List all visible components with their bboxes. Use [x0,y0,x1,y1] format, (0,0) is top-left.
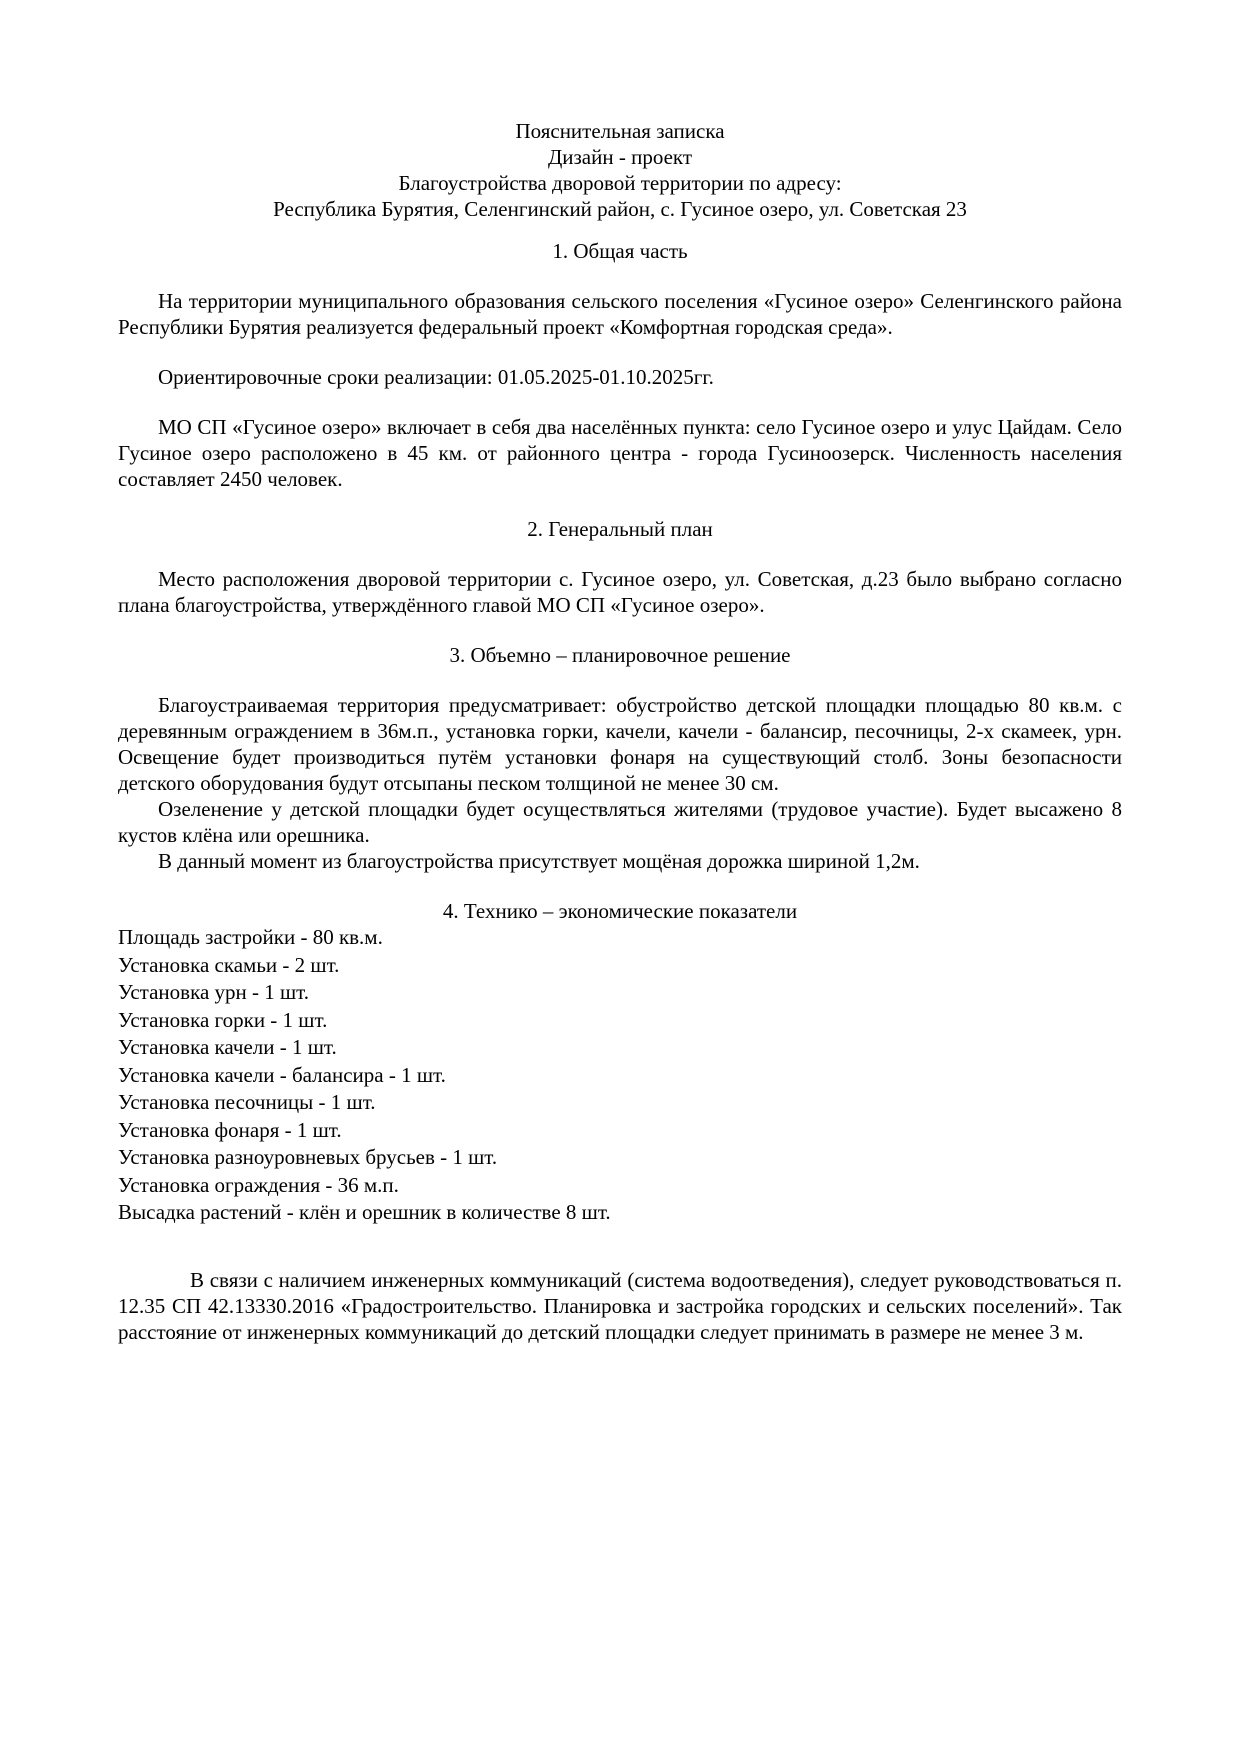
list-item: Установка скамьи - 2 шт. [118,952,340,977]
section-1-paragraph-2: Ориентировочные сроки реализации: 01.05.2025-01.10.2025гг. [158,365,714,389]
list-item: Установка качели - балансира - 1 шт. [118,1062,446,1087]
list-item: Площадь застройки - 80 кв.м. [118,925,383,949]
doc-subtitle: Дизайн - проект [547,145,693,169]
section-2-paragraph-1: Место расположения дворовой территории с. Гусиное озеро, ул. Советская, д.23 было выбрано согласно плана благоустройства, утверждённого главой МО СП «Гусиное озеро». [118,567,1122,617]
list-item: Установка разноуровневых брусьев - 1 шт. [118,1145,498,1169]
doc-purpose: Благоустройства дворовой территории по адресу: [398,171,842,195]
doc-title: Пояснительная записка [515,119,725,143]
list-item: Установка фонаря - 1 шт. [118,1117,342,1142]
indicators-list [118,924,1122,1227]
section-2-title: 2. Генеральный план [527,517,713,541]
document-page [118,118,1122,1345]
section-1-paragraph-3: МО СП «Гусиное озеро» включает в себя два населённых пункта: село Гусиное озеро и улус Цайдам. Село Гусиное озеро расположено в 45 км. от районного центра - города Гусиноозерск. Численность населения составляет 2450 человек. [118,415,1122,491]
list-item: Установка урн - 1 шт. [118,980,310,1004]
list-item: Установка качели - 1 шт. [118,1035,337,1059]
section-3-paragraph-2: Озеленение у детской площадки будет осуществляться жителями (трудовое участие). Будет высажено 8 кустов клёна или орешника. [118,797,1122,847]
list-item: Установка песочницы - 1 шт. [118,1090,376,1114]
section-3-title: 3. Объемно – планировочное решение [449,643,791,667]
section-1-paragraph-1: На территории муниципального образования сельского поселения «Гусиное озеро» Селенгинского района Республики Бурятия реализуется федеральный проект «Комфортная городская среда». [118,289,1122,339]
section-1-title: 1. Общая часть [552,239,688,263]
doc-address: Республика Бурятия, Селенгинский район, с. Гусиное озеро, ул. Советская 23 [273,197,967,221]
section-3-paragraph-3: В данный момент из благоустройства присутствует мощёная дорожка шириной 1,2м. [158,849,920,873]
final-paragraph: В связи с наличием инженерных коммуникаций (система водоотведения), следует руководствоваться п. 12.35 СП 42.13330.2016 «Градостроительство. Планировка и застройка городских и сельских поселений». Так расстояние от инженерных коммуникаций до детский площадки следует принимать в размере не менее 3 м. [118,1267,1122,1344]
section-3-paragraph-1: Благоустраиваемая территория предусматривает: обустройство детской площадки площадью 80 кв.м. с деревянным ограждением в 36м.п., установка горки, качели, качели - балансир, песочницы, 2-х скамеек, урн. Освещение будет производиться путём установки фонаря на существующий столб. Зоны безопасности детского оборудования будут отсыпаны песком толщиной не менее 30 см. [118,693,1122,795]
list-item: Высадка растений - клён и орешник в количестве 8 шт. [118,1200,611,1224]
list-item: Установка горки - 1 шт. [118,1007,328,1032]
document-header [118,118,1122,222]
list-item: Установка ограждения - 36 м.п. [118,1172,399,1197]
section-4-title: 4. Технико – экономические показатели [442,899,798,923]
